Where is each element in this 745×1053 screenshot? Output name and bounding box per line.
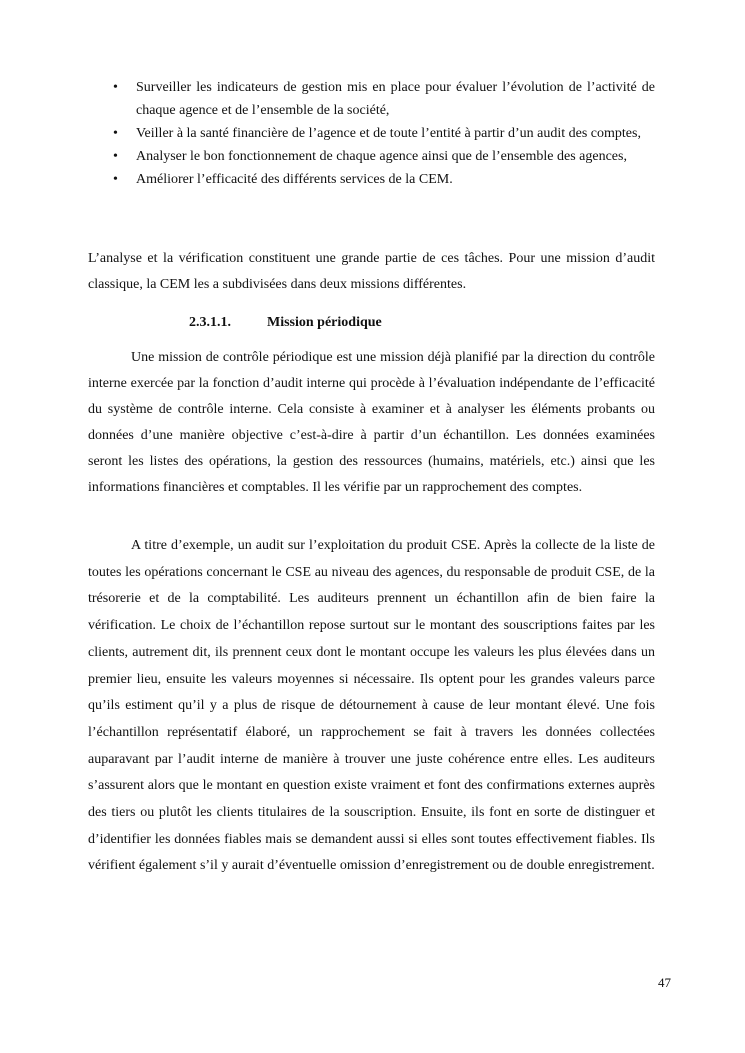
body-paragraph: Une mission de contrôle périodique est une mission déjà planifié par la direction du contrôle interne exercée par la fonction d’audit interne qui procède à l’évaluation indépendante de l’efficacité du système de contrôle interne. Cela consiste à examiner et à analyser les éléments probants ou données d’une manière objective c’est-à-dire à partir d’un échantillon. Les données examinées seront les listes des opérations, la gestion des ressources (humains, matériels, etc.) ainsi que les informations financières et comptables. Il les vérifie par un rapprochement des comptes. [88,350,655,495]
list-item-text: Analyser le bon fonctionnement de chaque agence ainsi que de l’ensemble des agences, [136,149,627,164]
document-page [88,0,655,1053]
bullet-icon: • [113,80,118,95]
section-number: 2.3.1.1. [189,315,231,330]
body-paragraph: A titre d’exemple, un audit sur l’exploitation du produit CSE. Après la collecte de la liste de toutes les opérations concernant le CSE au niveau des agences, du responsable de produit CSE, de la trésorerie et de la comptabilité. Les auditeurs prennent un échantillon afin de bien faire la vérification. Le choix de l’échantillon repose surtout sur le montant des souscriptions faites par les clients, autrement dit, ils prennent ceux dont le montant occupe les valeurs les plus élevées dans un premier lieu, ensuite les valeurs moyennes si nécessaire. Ils optent pour les grandes valeurs parce qu’ils estiment qu’il y a plus de risque de détournement à cause de leur montant élevé. Une fois l’échantillon représentatif élaboré, un rapprochement se fait à travers les données collectées auparavant par l’audit interne de manière à trouver une juste cohérence entre elles. Les auditeurs s’assurent alors que le montant en question existe vraiment et font des confirmations externes auprès des tiers ou plutôt les clients titulaires de la souscription. Ensuite, ils font en sorte de distinguer et d’identifier les données fiables mais se demandent aussi si elles sont toutes effectivement fiables. Ils vérifient également s’il y aurait d’éventuelle omission d’enregistrement ou de double enregistrement. [88,538,655,874]
intro-paragraph: L’analyse et la vérification constituent une grande partie de ces tâches. Pour une mission d’audit classique, la CEM les a subdivisées dans deux missions différentes. [88,251,655,292]
section-title: Mission périodique [267,315,382,330]
bullet-icon: • [113,126,118,141]
bullet-icon: • [113,149,118,164]
page-number: 47 [658,975,671,990]
list-item-text: Améliorer l’efficacité des différents services de la CEM. [136,172,453,187]
list-item [88,76,655,122]
bullet-list [88,76,655,191]
section-heading [189,313,382,333]
list-item-text: Surveiller les indicateurs de gestion mis en place pour évaluer l’évolution de l’activité de chaque agence et de l’ensemble de la société, [136,80,655,118]
list-item [88,168,655,191]
list-item-text: Veiller à la santé financière de l’agence et de toute l’entité à partir d’un audit des comptes, [136,126,641,141]
list-item [88,145,655,168]
bullet-icon: • [113,172,118,187]
list-item [88,122,655,145]
